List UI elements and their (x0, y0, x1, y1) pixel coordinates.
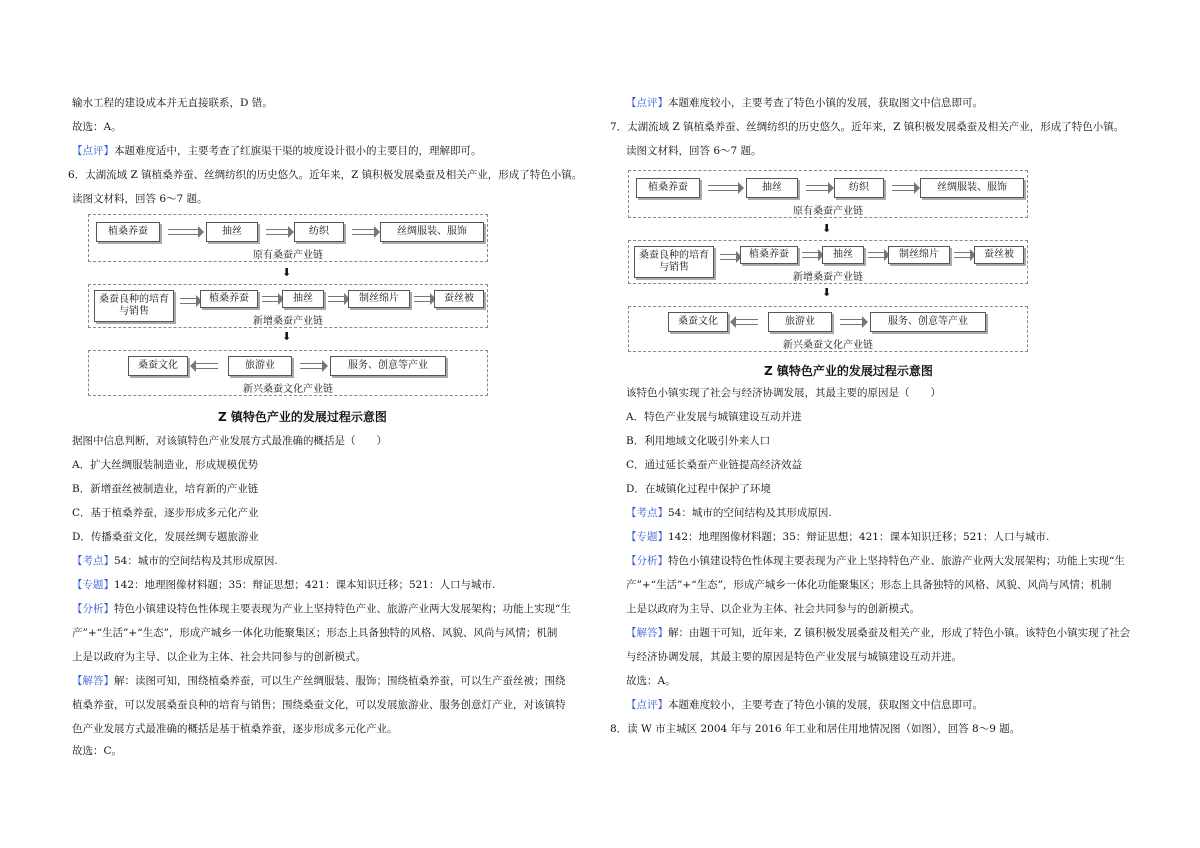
process-diagram-left (88, 214, 508, 398)
comment-text: 本题难度较小，主要考查了特色小镇的发展，获取图文中信息即可。 (668, 699, 983, 711)
diagram-box: 丝绸服装、服饰 (380, 222, 484, 242)
fenxi-line-2: 产”+“生活”+“生态”，形成产城乡一体化功能聚集区；形态上具备独特的风格、风貌、风尚与风情；机制 (626, 579, 1112, 591)
diagram-box: 桑蚕文化 (128, 356, 188, 376)
arrow-right (352, 229, 374, 235)
arrow-right (840, 319, 862, 325)
diagram-box: 制丝绵片 (348, 290, 410, 308)
zhuanti-text: 142：地理图像材料题；35：辩证思想；421：课本知识迁移；521：人口与城市. (114, 579, 496, 591)
chain-label: 原有桑蚕产业链 (253, 250, 323, 261)
diagram-box: 丝绸服装、服饰 (920, 178, 1024, 198)
text-line: 输水工程的建设成本并无直接联系，D 错。 (72, 97, 273, 109)
option-d: D．在城镇化过程中保护了环境 (626, 483, 771, 495)
arrow-right (328, 296, 344, 302)
kaodian-tag: 【考点】 (72, 555, 114, 567)
diagram-box: 桑蚕良种的培育与销售 (634, 246, 714, 278)
arrow-left (196, 363, 218, 369)
option-a: A．扩大丝绸服装制造业，形成规模优势 (72, 459, 259, 471)
diagram-box: 服务、创意等产业 (330, 356, 446, 376)
jieda-line-3: 色产业发展方式最准确的概括是基于植桑养蚕，逐步形成多元化产业。 (72, 723, 398, 735)
fenxi-tag: 【分析】 (626, 555, 668, 567)
fenxi-text: 特色小镇建设特色性体现主要表现为产业上坚持特色产业、旅游产业两大发展架构；功能上实现“生 (668, 555, 1125, 567)
arrow-right (262, 296, 278, 302)
kaodian-text: 54：城市的空间结构及其形成原因. (668, 507, 832, 519)
jieda-line (626, 626, 1130, 640)
comment-text: 本题难度适中，主要考查了红旗渠干渠的坡度设计很小的主要目的，理解即可。 (114, 145, 482, 157)
diagram-box: 纺织 (294, 222, 344, 242)
chain-label: 新增桑蚕产业链 (793, 272, 863, 283)
arrow-right (892, 185, 914, 191)
comment-line (626, 96, 983, 110)
diagram-box: 抽丝 (746, 178, 798, 198)
comment-line (72, 144, 482, 158)
zhuanti-tag: 【专题】 (72, 579, 114, 591)
kaodian-tag: 【考点】 (626, 507, 668, 519)
jieda-line (72, 674, 566, 688)
diagram-box: 桑蚕良种的培育与销售 (94, 290, 174, 322)
process-diagram-right (628, 170, 1048, 354)
diagram-box: 抽丝 (822, 246, 864, 264)
arrow-right (414, 296, 430, 302)
comment-text: 本题难度较小，主要考查了特色小镇的发展，获取图文中信息即可。 (668, 97, 983, 109)
arrow-left (736, 319, 758, 325)
arrow-right (720, 254, 736, 260)
question-7-stem: 该特色小镇实现了社会与经济协调发展，其最主要的原因是（ ） (626, 387, 941, 399)
arrow-right (180, 298, 196, 304)
question-6-intro: 6．太湖流域 Z 镇植桑养蚕、丝绸纺织的历史悠久。近年来，Z 镇积极发展桑蚕及相关产业，形成了特色小镇。 (68, 169, 583, 181)
question-8: 8．读 W 市主城区 2004 年与 2016 年工业和居住用地情况图（如图），回答 8～9 题。 (610, 723, 1021, 735)
question-6-stem: 据图中信息判断，对该镇特色产业发展方式最准确的概括是（ ） (72, 435, 387, 447)
zhuanti-tag: 【专题】 (626, 531, 668, 543)
diagram-title: Z 镇特色产业的发展过程示意图 (764, 364, 933, 378)
question-7-intro: 7．太湖流域 Z 镇植桑养蚕、丝绸纺织的历史悠久。近年来，Z 镇积极发展桑蚕及相关产业，形成了特色小镇。 (610, 121, 1125, 133)
chain-label: 原有桑蚕产业链 (793, 206, 863, 217)
down-arrow-icon: ⬇ (282, 330, 292, 343)
question-6-read: 读图文材料，回答 6～7 题。 (72, 193, 208, 205)
jieda-text: 解：由题干可知，近年来，Z 镇积极发展桑蚕及相关产业，形成了特色小镇。该特色小镇实现了社会 (668, 627, 1131, 639)
diagram-box: 服务、创意等产业 (870, 312, 986, 332)
jieda-line-2: 植桑养蚕，可以发展桑蚕良种的培育与销售；围绕桑蚕文化，可以发展旅游业、服务创意灯产业，对该镇特 (72, 699, 566, 711)
diagram-box: 纺织 (834, 178, 884, 198)
down-arrow-icon: ⬇ (282, 266, 292, 279)
diagram-box: 桑蚕文化 (668, 312, 728, 332)
option-c: C．基于植桑养蚕，逐步形成多元化产业 (72, 507, 259, 519)
jieda-line-2: 与经济协调发展，其最主要的原因是特色产业发展与城镇建设互动并进。 (626, 651, 962, 663)
down-arrow-icon: ⬇ (822, 222, 832, 235)
zhuanti-text: 142：地理图像材料题；35：辩证思想；421：课本知识迁移；521：人口与城市. (668, 531, 1050, 543)
fenxi-line (626, 554, 1125, 568)
diagram-box: 旅游业 (228, 356, 292, 376)
option-c: C．通过延长桑蚕产业链提高经济效益 (626, 459, 803, 471)
answer-line: 故选：C。 (72, 745, 123, 757)
jieda-text: 解：读图可知，围绕植桑养蚕，可以生产丝绸服装、服饰；围绕植桑养蚕，可以生产蚕丝被；围绕 (114, 675, 566, 687)
option-d: D．传播桑蚕文化，发展丝绸专题旅游业 (72, 531, 259, 543)
diagram-box: 制丝绵片 (888, 246, 950, 264)
down-arrow-icon: ⬇ (822, 286, 832, 299)
arrow-right (802, 252, 818, 258)
diagram-box: 抽丝 (282, 290, 324, 308)
answer-line: 故选：A。 (626, 675, 676, 687)
jieda-tag: 【解答】 (626, 627, 668, 639)
kaodian-text: 54：城市的空间结构及其形成原因. (114, 555, 278, 567)
arrow-right (266, 229, 288, 235)
chain-label: 新兴桑蚕文化产业链 (783, 340, 873, 351)
kaodian-line (626, 506, 832, 520)
diagram-box: 蚕丝被 (434, 290, 484, 308)
zhuanti-line (72, 578, 495, 592)
arrow-right (868, 252, 884, 258)
arrow-right (168, 229, 198, 235)
diagram-box: 抽丝 (206, 222, 258, 242)
fenxi-tag: 【分析】 (72, 603, 114, 615)
diagram-box: 旅游业 (768, 312, 832, 332)
fenxi-line-2: 产”+“生活”+“生态”，形成产城乡一体化功能聚集区；形态上具备独特的风格、风貌、风尚与风情；机制 (72, 627, 558, 639)
diagram-box: 植桑养蚕 (200, 290, 258, 308)
diagram-box: 植桑养蚕 (96, 222, 160, 242)
fenxi-text: 特色小镇建设特色性体现主要表现为产业上坚持特色产业、旅游产业两大发展架构；功能上实现“生 (114, 603, 571, 615)
diagram-box: 植桑养蚕 (740, 246, 798, 264)
chain-label: 新增桑蚕产业链 (253, 316, 323, 327)
arrow-right (708, 185, 738, 191)
question-7-read: 读图文材料，回答 6～7 题。 (626, 145, 762, 157)
diagram-box: 植桑养蚕 (636, 178, 700, 198)
jieda-tag: 【解答】 (72, 675, 114, 687)
diagram-box: 蚕丝被 (974, 246, 1024, 264)
arrow-right (806, 185, 828, 191)
diagram-title: Z 镇特色产业的发展过程示意图 (218, 410, 387, 424)
comment-tag: 【点评】 (626, 97, 668, 109)
comment-tag: 【点评】 (626, 699, 668, 711)
comment-tag: 【点评】 (72, 145, 114, 157)
answer-line: 故选：A。 (72, 121, 122, 133)
fenxi-line-3: 上是以政府为主导、以企业为主体、社会共同参与的创新模式。 (72, 651, 366, 663)
option-a: A．特色产业发展与城镇建设互动并进 (626, 411, 802, 423)
kaodian-line (72, 554, 278, 568)
chain-label: 新兴桑蚕文化产业链 (243, 384, 333, 395)
arrow-right (300, 363, 322, 369)
zhuanti-line (626, 530, 1049, 544)
arrow-right (954, 252, 970, 258)
fenxi-line (72, 602, 571, 616)
comment-line (626, 698, 983, 712)
option-b: B．新增蚕丝被制造业，培育新的产业链 (72, 483, 259, 495)
option-b: B．利用地域文化吸引外来人口 (626, 435, 771, 447)
fenxi-line-3: 上是以政府为主导、以企业为主体、社会共同参与的创新模式。 (626, 603, 920, 615)
